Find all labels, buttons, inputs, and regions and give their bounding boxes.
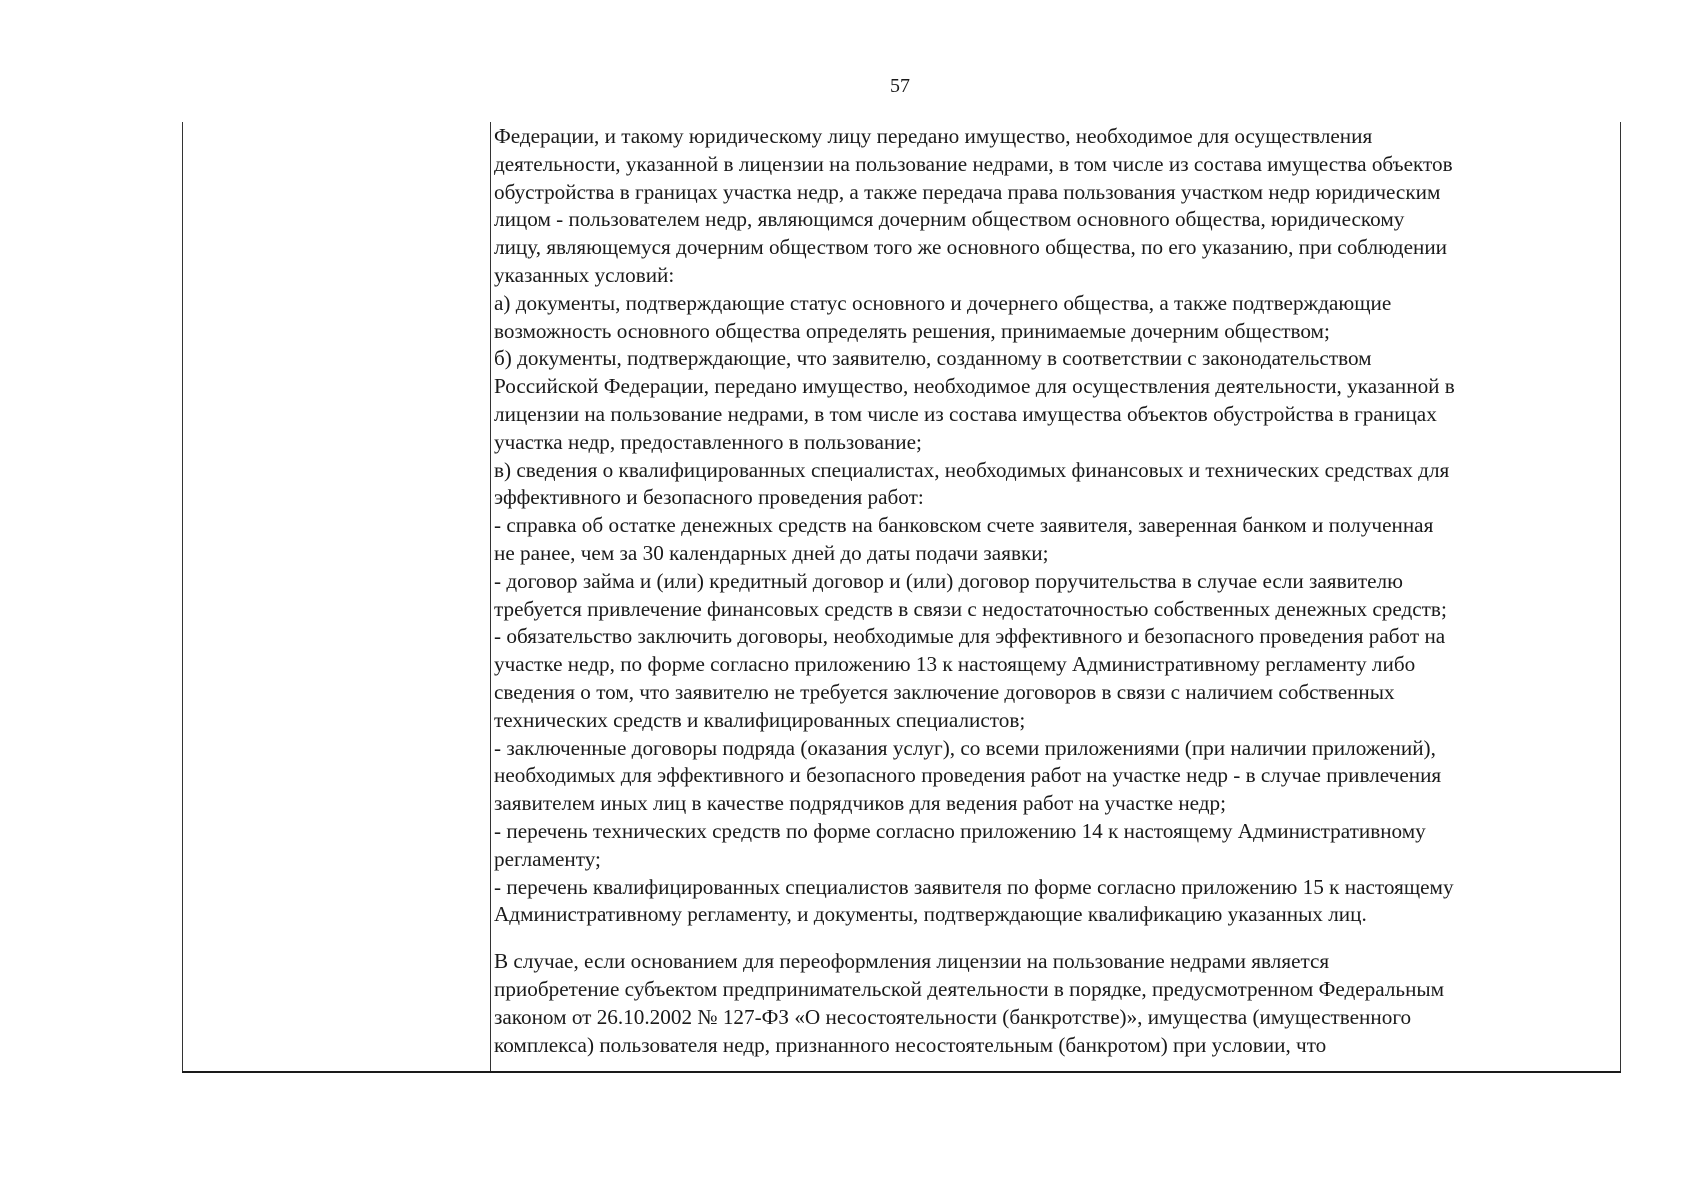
text-line: законом от 26.10.2002 № 127-ФЗ «О несостоятельности (банкротстве)», имущества (имущественного xyxy=(494,1004,1412,1029)
text-line: технических средств и квалифицированных специалистов; xyxy=(494,707,1026,732)
text-line: - перечень технических средств по форме согласно приложению 14 к настоящему Административному xyxy=(494,818,1426,843)
text-line: приобретение субъектом предпринимательской деятельности в порядке, предусмотренном Федеральным xyxy=(494,976,1445,1001)
text-line: б) документы, подтверждающие, что заявителю, созданному в соответствии с законодательством xyxy=(494,346,1372,371)
text-line: требуется привлечение финансовых средств в связи с недостаточностью собственных денежных средств; xyxy=(494,596,1447,621)
text-line: лицом - пользователем недр, являющимся дочерним обществом основного общества, юридическому xyxy=(494,207,1405,232)
table-left-cell xyxy=(182,122,491,1071)
text-line: - обязательство заключить договоры, необходимые для эффективного и безопасного проведения работ на xyxy=(494,624,1446,649)
text-line: Российской Федерации, передано имущество, необходимое для осуществления деятельности, указанной в xyxy=(494,374,1455,399)
text-line: обустройства в границах участка недр, а также передача права пользования участком недр юридическим xyxy=(494,179,1441,204)
text-line: участке недр, по форме согласно приложению 13 к настоящему Административному регламенту либо xyxy=(494,652,1416,677)
text-line: регламенту; xyxy=(494,846,601,871)
text-line: Административному регламенту, и документы, подтверждающие квалификацию указанных лиц. xyxy=(494,902,1367,927)
text-line: в) сведения о квалифицированных специалистах, необходимых финансовых и технических средствах для xyxy=(494,457,1450,482)
text-line: указанных условий: xyxy=(494,262,675,287)
text-line: участка недр, предоставленного в пользование; xyxy=(494,429,922,454)
text-line: не ранее, чем за 30 календарных дней до даты подачи заявки; xyxy=(494,540,1049,565)
text-line: сведения о том, что заявителю не требуется заключение договоров в связи с наличием собственных xyxy=(494,679,1395,704)
text-line: эффективного и безопасного проведения работ: xyxy=(494,485,924,510)
text-line: - перечень квалифицированных специалистов заявителя по форме согласно приложению 15 к настоящему xyxy=(494,874,1454,899)
text-line: - заключенные договоры подряда (оказания услуг), со всеми приложениями (при наличии приложений), xyxy=(494,735,1436,760)
text-line: В случае, если основанием для переоформления лицензии на пользование недрами является xyxy=(494,949,1330,974)
table-text-block xyxy=(494,123,1619,1059)
paragraph-gap xyxy=(494,929,1619,948)
paragraph-2 xyxy=(494,948,1619,1059)
text-line: необходимых для эффективного и безопасного проведения работ на участке недр - в случае привлечения xyxy=(494,763,1442,788)
page-number: 57 xyxy=(890,75,910,97)
text-line: возможность основного общества определять решения, принимаемые дочерним обществом; xyxy=(494,318,1330,343)
text-line: а) документы, подтверждающие статус основного и дочернего общества, а также подтверждающие xyxy=(494,290,1392,315)
paragraph-1 xyxy=(494,123,1619,929)
text-line: комплекса) пользователя недр, признанного несостоятельным (банкротом) при условии, что xyxy=(494,1032,1327,1057)
text-line: Федерации, и такому юридическому лицу передано имущество, необходимое для осуществления xyxy=(494,124,1373,148)
text-line: заявителем иных лиц в качестве подрядчиков для ведения работ на участке недр; xyxy=(494,791,1227,816)
text-line: - справка об остатке денежных средств на банковском счете заявителя, заверенная банком и полученная xyxy=(494,513,1434,538)
text-line: лицензии на пользование недрами, в том числе из состава имущества объектов обустройства в границах xyxy=(494,401,1437,426)
text-line: лицу, являющемуся дочерним обществом того же основного общества, по его указанию, при соблюдении xyxy=(494,235,1448,260)
text-line: деятельности, указанной в лицензии на пользование недрами, в том числе из состава имущества объектов xyxy=(494,151,1453,176)
text-line: - договор займа и (или) кредитный договор и (или) договор поручительства в случае если заявителю xyxy=(494,568,1403,593)
